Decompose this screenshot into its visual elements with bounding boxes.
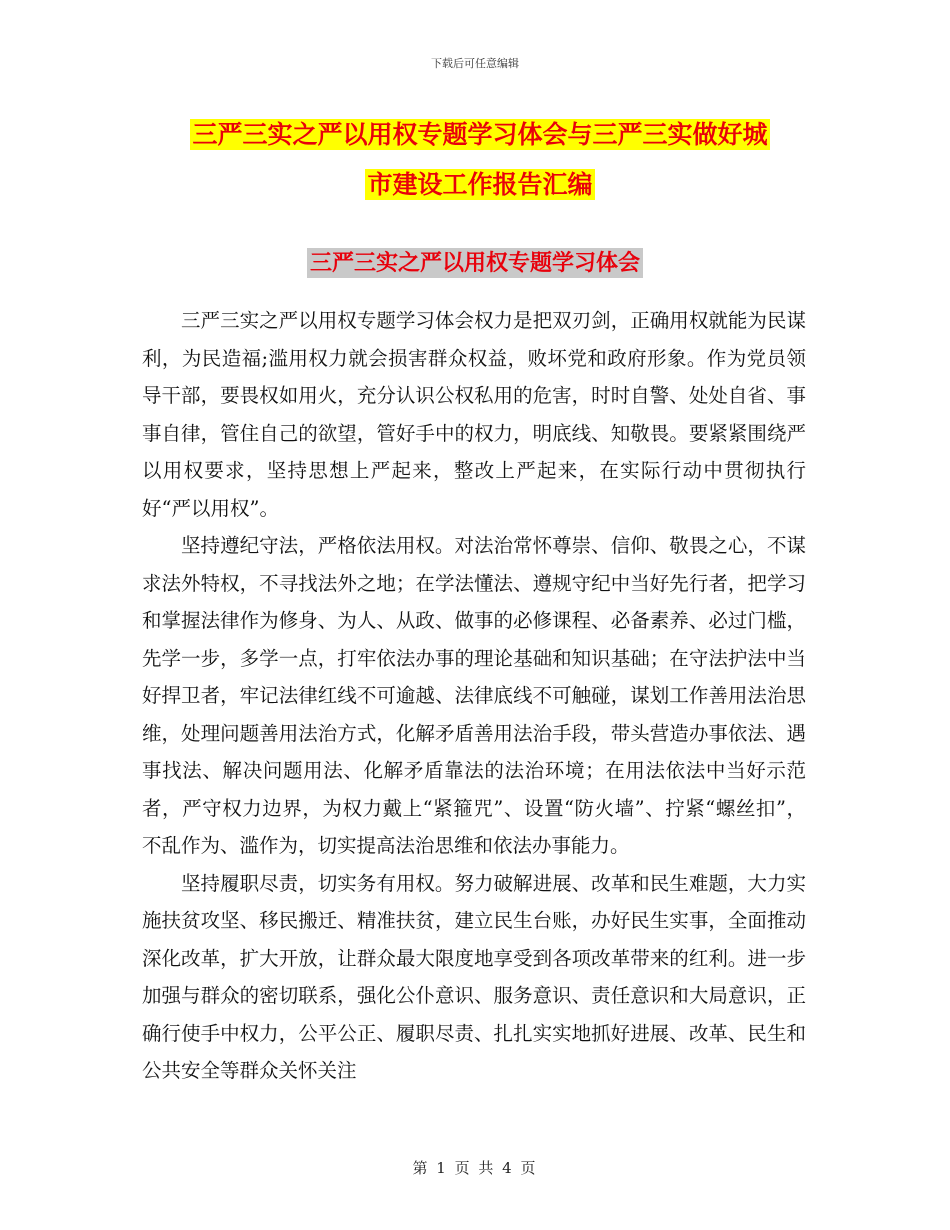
document-title [140, 110, 820, 210]
title-line-1: 三严三实之严以用权专题学习体会与三严三实做好城 [192, 120, 768, 149]
paragraph-1: 三严三实之严以用权专题学习体会权力是把双刃剑，正确用权就能为民谋利，为民造福;滥用权力就会损害群众权益，败坏党和政府形象。作为党员领导干部，要畏权如用火，充分认识公权私用的危害，时时自警、处处自省、事事自律，管住自己的欲望，管好手中的权力，明底线、知敬畏。要紧紧围绕严以用权要求，坚持思想上严起来，整改上严起来，在实际行动中贯彻执行好“严以用权”。 [142, 309, 806, 520]
page-header: 下载后可任意编辑 [431, 57, 519, 70]
paragraph-2: 坚持遵纪守法，严格依法用权。对法治常怀尊崇、信仰、敬畏之心，不谋求法外特权，不寻找法外之地；在学法懂法、遵规守纪中当好先行者，把学习和掌握法律作为修身、为人、从政、做事的必修课程、必备素养、必过门槛，先学一步，多学一点，打牢依法办事的理论基础和知识基础；在守法护法中当好捍卫者，牢记法律红线不可逾越、法律底线不可触碰，谋划工作善用法治思维，处理问题善用法治方式，化解矛盾善用法治手段，带头营造办事依法、遇事找法、解决问题用法、化解矛盾靠法的法治环境；在用法依法中当好示范者，严守权力边界，为权力戴上“紧箍咒”、设置“防火墙”、拧紧“螺丝扣”，不乱作为、滥作为，切实提高法治思维和依法办事能力。 [142, 534, 806, 857]
title-line-2: 市建设工作报告汇编 [367, 170, 593, 199]
section-title-text: 三严三实之严以用权专题学习体会 [307, 248, 643, 278]
page-footer: 第 1 页 共 4 页 [412, 1159, 538, 1177]
paragraph-3: 坚持履职尽责，切实务有用权。努力破解进展、改革和民生难题，大力实施扶贫攻坚、移民搬迁、精准扶贫，建立民生台账，办好民生实事，全面推动深化改革，扩大开放，让群众最大限度地享受到各项改革带来的红利。进一步加强与群众的密切联系，强化公仆意识、服务意识、责任意识和大局意识，正确行使手中权力，公平公正、履职尽责、扎扎实实地抓好进展、改革、民生和公共安全等群众关怀关注 [142, 871, 806, 1082]
document-body [142, 302, 806, 1090]
section-title [0, 246, 950, 277]
